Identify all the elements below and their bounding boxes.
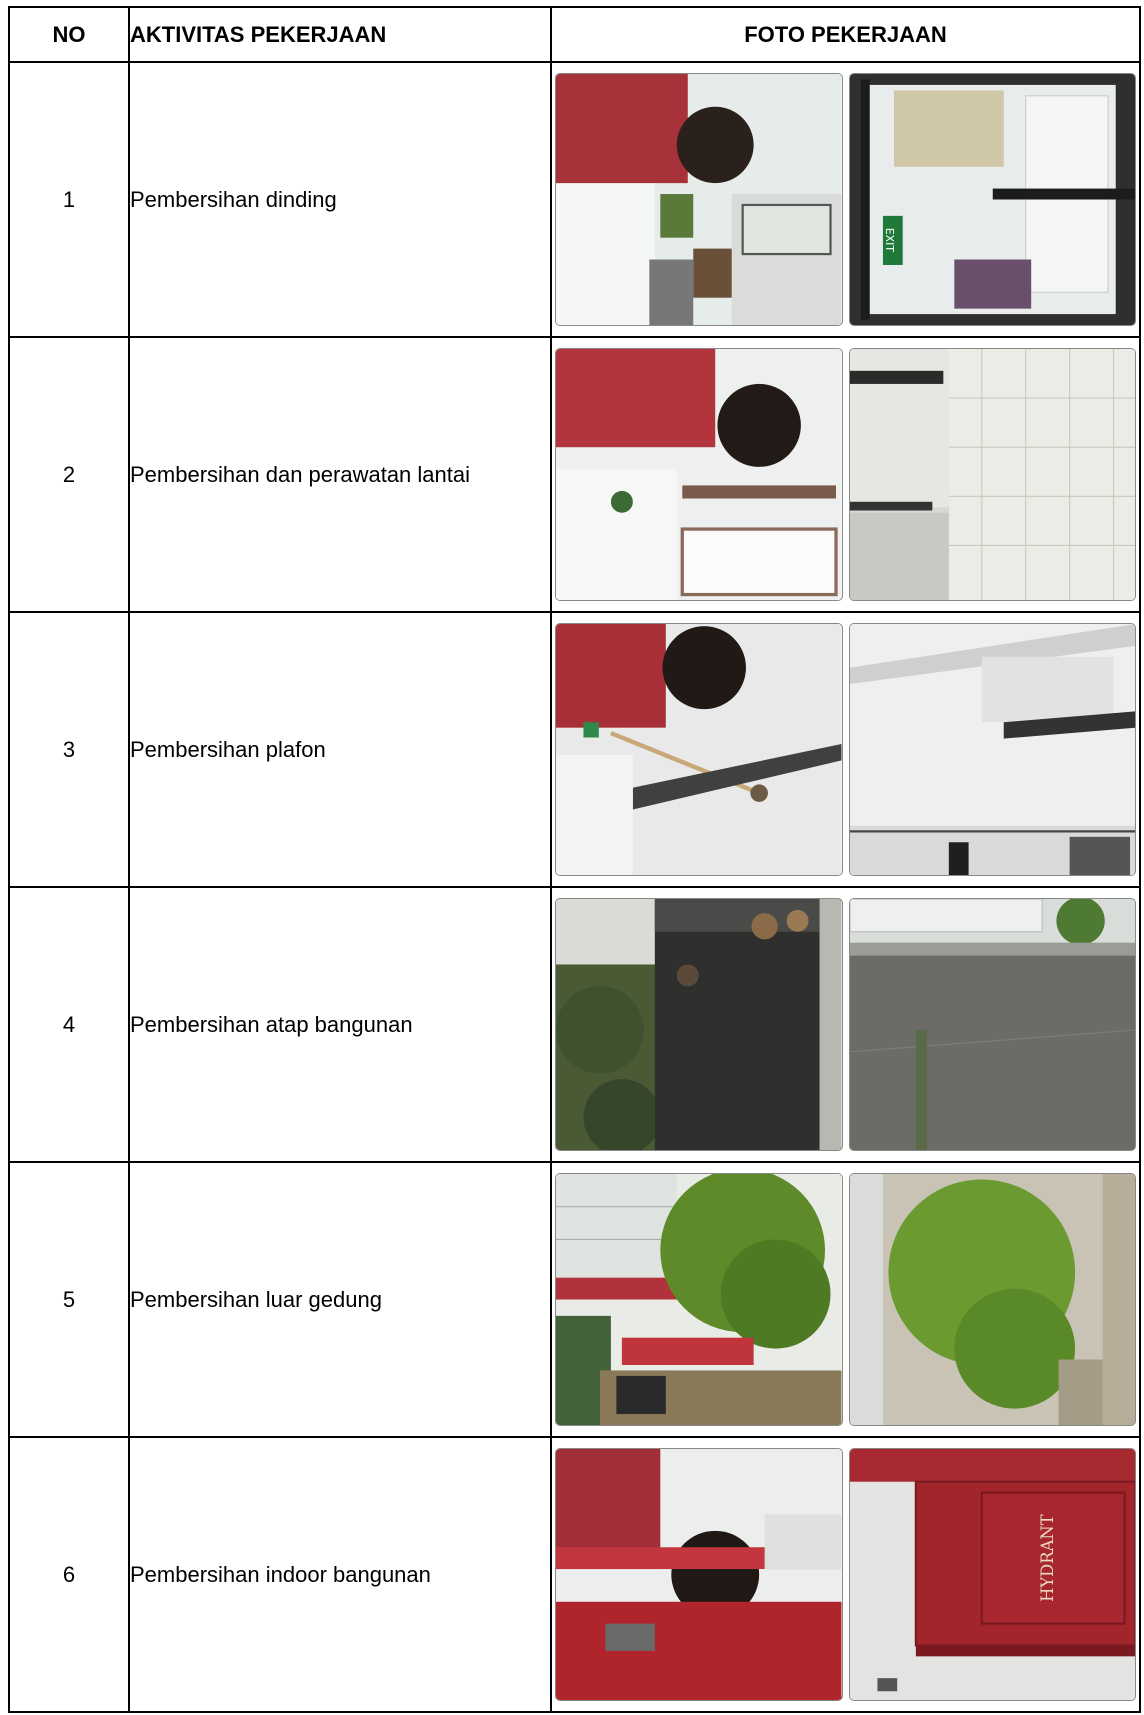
row-number: 4 xyxy=(9,887,129,1162)
photo-wall-cleaning-result xyxy=(849,73,1137,326)
row-photos xyxy=(551,1162,1140,1437)
row-number: 3 xyxy=(9,612,129,887)
table-row xyxy=(9,62,1140,337)
table-header-row xyxy=(9,7,1140,62)
row-photos xyxy=(551,62,1140,337)
row-activity: Pembersihan plafon xyxy=(129,612,551,887)
table-row xyxy=(9,1162,1140,1437)
row-photos xyxy=(551,887,1140,1162)
table-row xyxy=(9,887,1140,1162)
photo-ceiling-cleaning-worker xyxy=(555,623,843,876)
row-activity: Pembersihan dan perawatan lantai xyxy=(129,337,551,612)
row-number: 5 xyxy=(9,1162,129,1437)
table-row xyxy=(9,337,1140,612)
hydrant-label: HYDRANT xyxy=(1037,1514,1057,1602)
photo-indoor-cleaning-worker xyxy=(555,1448,843,1701)
photo-outdoor-cleaning-result xyxy=(849,1173,1137,1426)
row-activity: Pembersihan dinding xyxy=(129,62,551,337)
photo-ceiling-cleaning-result xyxy=(849,623,1137,876)
row-photos xyxy=(551,612,1140,887)
photo-floor-cleaning-result xyxy=(849,348,1137,601)
activity-table xyxy=(8,6,1141,1713)
photo-outdoor-cleaning-worker xyxy=(555,1173,843,1426)
photo-indoor-cleaning-result xyxy=(849,1448,1137,1701)
header-no: NO xyxy=(9,7,129,62)
exit-sign-text: EXIT xyxy=(882,227,896,252)
row-number: 2 xyxy=(9,337,129,612)
photo-roof-cleaning-worker xyxy=(555,898,843,1151)
header-activity: AKTIVITAS PEKERJAAN xyxy=(129,7,551,62)
row-activity: Pembersihan indoor bangunan xyxy=(129,1437,551,1712)
photo-wall-cleaning-worker xyxy=(555,73,843,326)
table-row xyxy=(9,1437,1140,1712)
row-activity: Pembersihan luar gedung xyxy=(129,1162,551,1437)
photo-roof-cleaning-result xyxy=(849,898,1137,1151)
row-photos xyxy=(551,337,1140,612)
row-activity: Pembersihan atap bangunan xyxy=(129,887,551,1162)
row-number: 1 xyxy=(9,62,129,337)
row-number: 6 xyxy=(9,1437,129,1712)
photo-floor-cleaning-worker xyxy=(555,348,843,601)
row-photos xyxy=(551,1437,1140,1712)
header-photo: FOTO PEKERJAAN xyxy=(551,7,1140,62)
table-row xyxy=(9,612,1140,887)
